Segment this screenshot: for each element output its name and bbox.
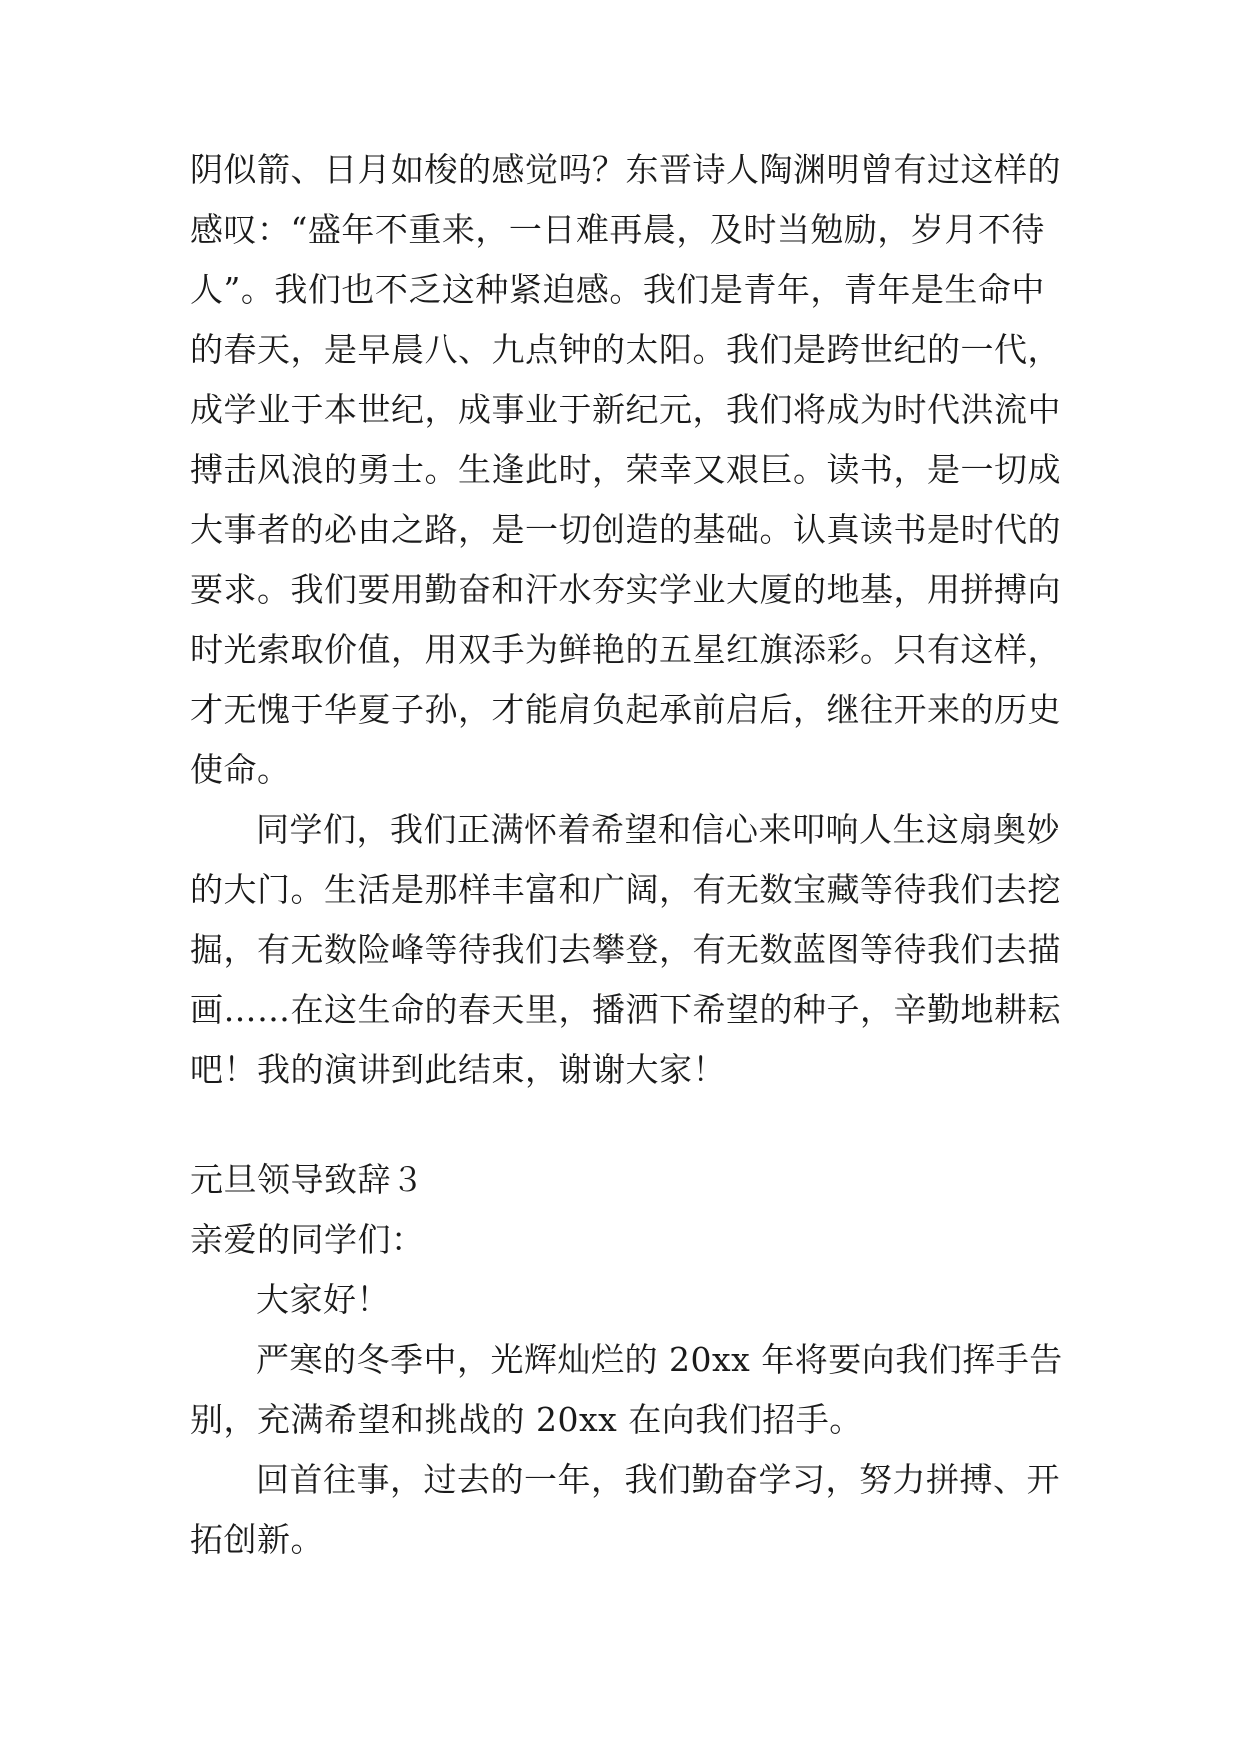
- body-line: 同学们，我们正满怀着希望和信心来叩响人生这扇奥妙: [256, 810, 1060, 849]
- body-line: 人”。我们也不乏这种紧迫感。我们是青年，青年是生命中: [190, 270, 1045, 309]
- body-line: 的春天，是早晨八、九点钟的太阳。我们是跨世纪的一代，: [190, 330, 1061, 369]
- body-line: 成学业于本世纪，成事业于新纪元，我们将成为时代洪流中: [190, 390, 1061, 429]
- section-title: 元旦领导致辞３: [190, 1160, 425, 1199]
- greeting: 大家好！: [256, 1280, 390, 1319]
- body-line: 搏击风浪的勇士。生逢此时，荣幸又艰巨。读书，是一切成: [190, 450, 1061, 489]
- body-line: 使命。: [190, 750, 291, 789]
- body-line: 阴似箭、日月如梭的感觉吗？东晋诗人陶渊明曾有过这样的: [190, 150, 1061, 189]
- body-line: 感叹：“盛年不重来，一日难再晨，及时当勉励，岁月不待: [190, 210, 1045, 249]
- body-line: 吧！我的演讲到此结束，谢谢大家！: [190, 1050, 726, 1089]
- salutation: 亲爱的同学们：: [190, 1220, 425, 1259]
- body-line: 大事者的必由之路，是一切创造的基础。认真读书是时代的: [190, 510, 1061, 549]
- body-line: 才无愧于华夏子孙，才能肩负起承前启后，继往开来的历史: [190, 690, 1061, 729]
- body-line: 掘，有无数险峰等待我们去攀登，有无数蓝图等待我们去描: [190, 930, 1061, 969]
- body-line: 要求。我们要用勤奋和汗水夯实学业大厦的地基，用拼搏向: [190, 570, 1061, 609]
- body-line: 回首往事，过去的一年，我们勤奋学习，努力拼搏、开: [256, 1460, 1060, 1499]
- body-line: 别，充满希望和挑战的 20xx 在向我们招手。: [190, 1400, 863, 1439]
- body-line: 的大门。生活是那样丰富和广阔，有无数宝藏等待我们去挖: [190, 870, 1061, 909]
- body-line: 拓创新。: [190, 1520, 324, 1559]
- body-line: 时光索取价值，用双手为鲜艳的五星红旗添彩。只有这样，: [190, 630, 1061, 669]
- body-line: 画……在这生命的春天里，播洒下希望的种子，辛勤地耕耘: [190, 990, 1061, 1029]
- body-line: 严寒的冬季中，光辉灿烂的 20xx 年将要向我们挥手告: [256, 1340, 1063, 1379]
